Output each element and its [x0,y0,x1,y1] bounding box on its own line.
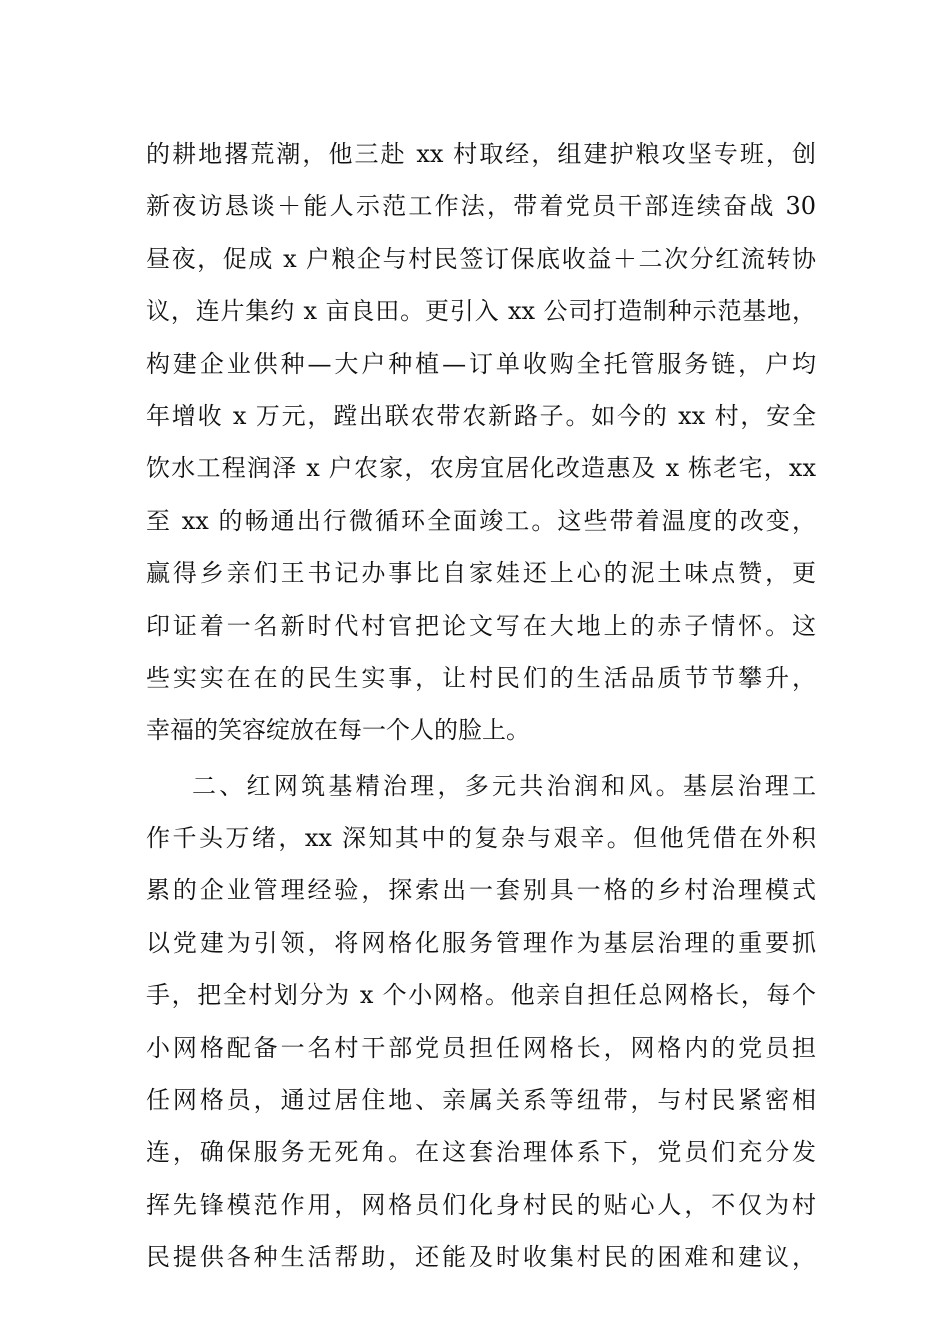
paragraph-2 [146,760,816,1284]
paragraph-1 [146,128,816,757]
text-line: 手，把全村划分为 x 个小网格。他亲自担任总网格长，每个 [146,981,816,1010]
text-line: 幸福的笑容绽放在每一个人的脸上。 [146,716,530,745]
text-line: 至 xx 的畅通出行微循环全面竣工。这些带着温度的改变， [146,506,816,535]
text-line: 二、红网筑基精治理，多元共治润和风。基层治理工 [192,771,816,800]
text-line: 印证着一名新时代村官把论文写在大地上的赤子情怀。这 [146,611,816,640]
text-line: 任网格员，通过居住地、亲属关系等纽带，与村民紧密相 [146,1086,816,1115]
text-line: 的耕地撂荒潮，他三赴 xx 村取经，组建护粮攻坚专班，创 [146,140,816,168]
text-line: 作千头万绪，xx 深知其中的复杂与艰辛。但他凭借在外积 [146,824,816,853]
text-line: 些实实在在的民生实事，让村民们的生活品质节节攀升， [146,663,816,692]
document-body [146,128,816,1284]
text-line: 连，确保服务无死角。在这套治理体系下，党员们充分发 [146,1138,816,1167]
text-line: 挥先锋模范作用，网格员们化身村民的贴心人，不仅为村 [146,1190,816,1219]
text-line: 赢得乡亲们王书记办事比自家娃还上心的泥土味点赞，更 [146,559,816,588]
text-line: 昼夜，促成 x 户粮企与村民签订保底收益＋二次分红流转协 [146,244,816,273]
text-line: 新夜访恳谈＋能人示范工作法，带着党员干部连续奋战 30 [146,192,816,221]
text-line: 累的企业管理经验，探索出一套别具一格的乡村治理模式 [146,876,816,905]
text-line: 民提供各种生活帮助，还能及时收集村民的困难和建议， [146,1243,816,1272]
text-line: 构建企业供种—大户种植—订单收购全托管服务链，户均 [146,349,816,378]
text-line: 年增收 x 万元，蹚出联农带农新路子。如今的 xx 村，安全 [146,401,816,430]
text-line: 以党建为引领，将网格化服务管理作为基层治理的重要抓 [146,928,816,957]
text-line: 小网格配备一名村干部党员担任网格长，网格内的党员担 [146,1033,816,1062]
text-line: 议，连片集约 x 亩良田。更引入 xx 公司打造制种示范基地， [146,297,816,326]
text-line: 饮水工程润泽 x 户农家，农房宜居化改造惠及 x 栋老宅，xx [146,454,816,483]
